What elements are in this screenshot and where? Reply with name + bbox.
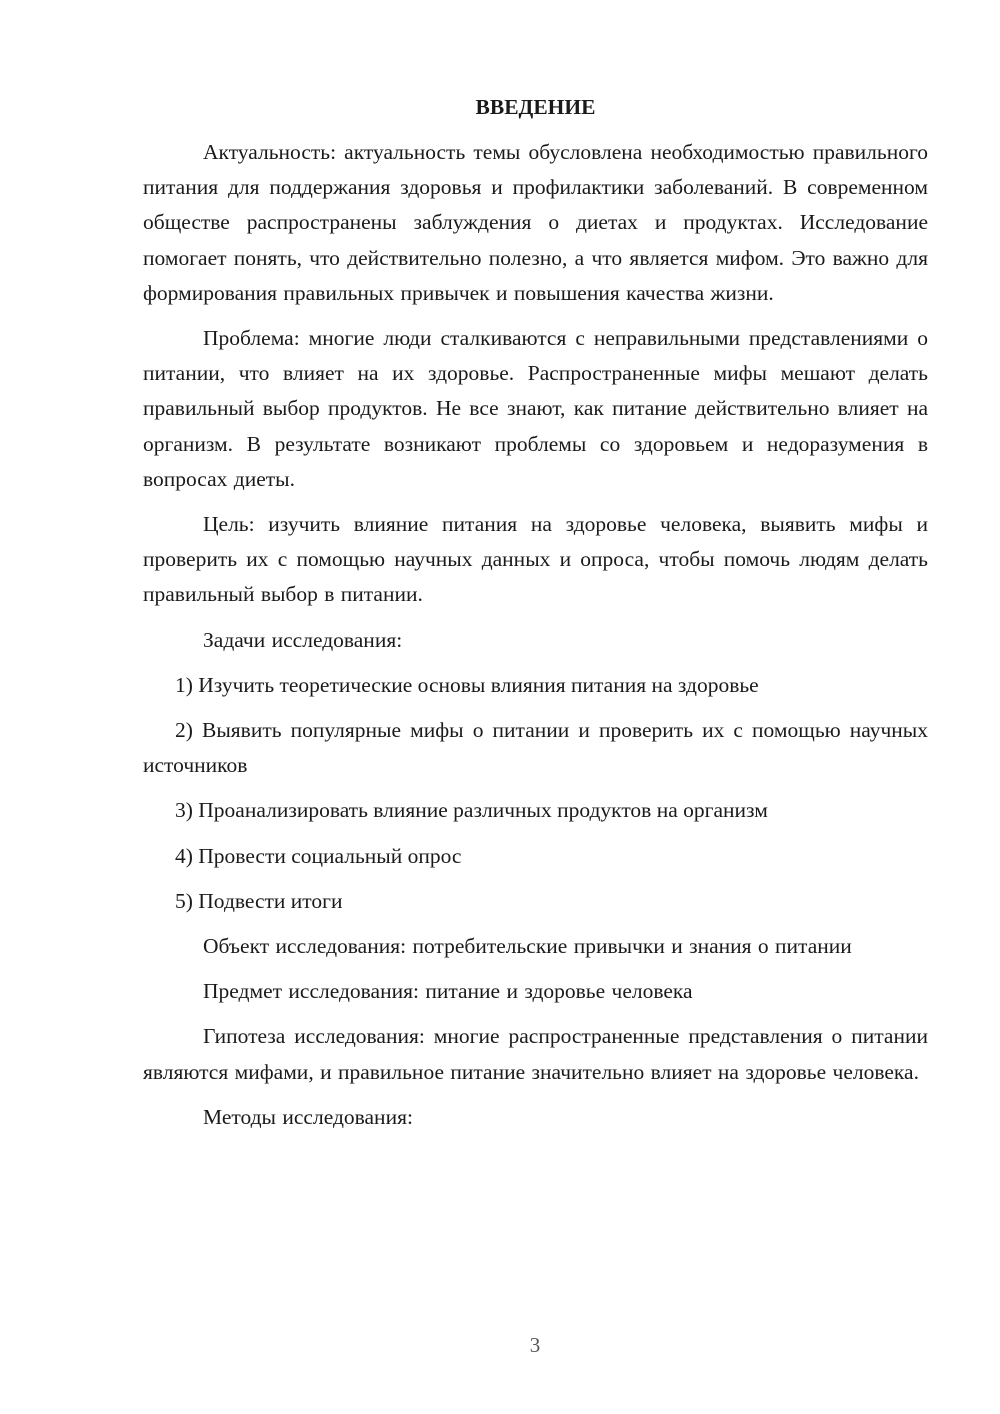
relevance-paragraph: Актуальность: актуальность темы обусловлена необходимостью правильного питания для поддержания здоровья и профилактики заболеваний. В современном обществе распространены заблуждения о диетах и продуктах. Исследование помогает понять, что действительно полезно, а что является мифом. Это важно для формирования правильных привычек и повышения качества жизни. (143, 140, 928, 305)
list-item: 4) Провести социальный опрос (175, 843, 462, 868)
list-item: 5) Подвести итоги (175, 888, 343, 913)
subject-paragraph: Предмет исследования: питание и здоровье человека (203, 979, 693, 1004)
hypothesis-paragraph: Гипотеза исследования: многие распространенные представления о питании являются мифами, и правильное питание значительно влияет на здоровье человека. (143, 1024, 928, 1084)
methods-heading: Методы исследования: (203, 1104, 413, 1129)
document-page (143, 90, 928, 1145)
list-item: 2) Выявить популярные мифы о питании и проверить их с помощью научных источников (143, 718, 928, 778)
tasks-heading: Задачи исследования: (203, 627, 403, 652)
list-item: 3) Проанализировать влияние различных продуктов на организм (175, 798, 768, 823)
object-paragraph: Объект исследования: потребительские привычки и знания о питании (203, 934, 852, 959)
problem-paragraph: Проблема: многие люди сталкиваются с неправильными представлениями о питании, что влияет на их здоровье. Распространенные мифы мешают делать правильный выбор продуктов. Не все знают, как питание действительно влияет на организм. В результате возникают проблемы со здоровьем и недоразумения в вопросах диеты. (143, 326, 928, 491)
page-number: 3 (529, 1333, 541, 1357)
tasks-list (143, 668, 928, 919)
list-item: 1) Изучить теоретические основы влияния питания на здоровье (175, 672, 759, 697)
goal-paragraph: Цель: изучить влияние питания на здоровье человека, выявить мифы и проверить их с помощью научных данных и опроса, чтобы помочь людям делать правильный выбор в питании. (143, 512, 928, 607)
page-title: ВВЕДЕНИЕ (475, 95, 596, 119)
